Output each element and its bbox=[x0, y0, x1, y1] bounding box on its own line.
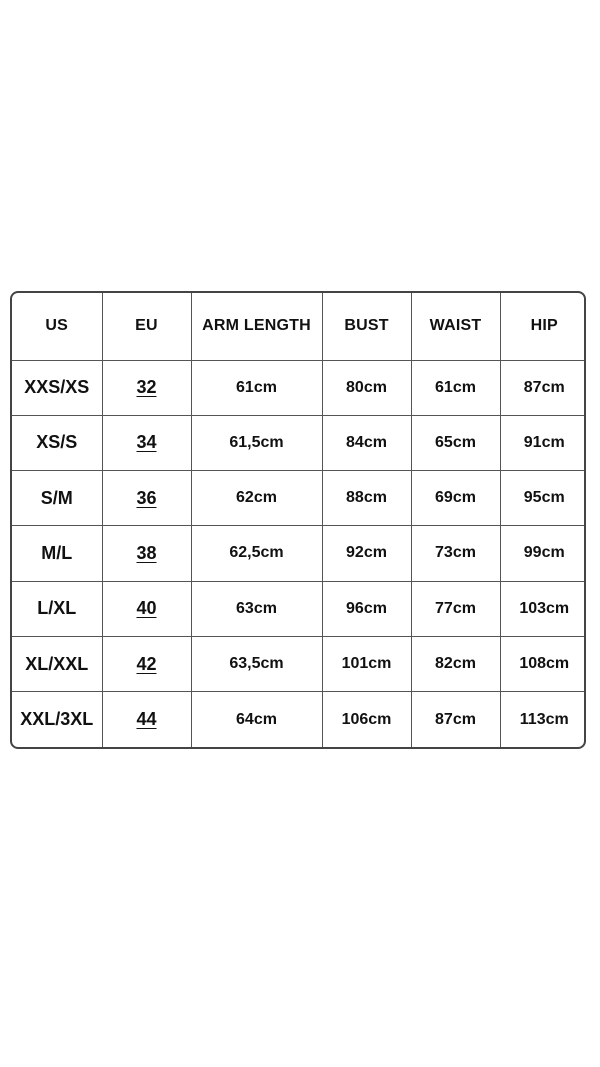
table-row bbox=[12, 471, 586, 526]
cell-waist: 87cm bbox=[411, 692, 500, 747]
table-row bbox=[12, 692, 586, 747]
cell-us: XXL/3XL bbox=[12, 692, 102, 747]
cell-hip: 113cm bbox=[500, 692, 586, 747]
cell-us: XS/S bbox=[12, 415, 102, 470]
cell-waist: 82cm bbox=[411, 636, 500, 691]
cell-us: L/XL bbox=[12, 581, 102, 636]
cell-bust: 101cm bbox=[322, 636, 411, 691]
cell-arm-length: 61cm bbox=[191, 360, 322, 415]
size-chart-table bbox=[12, 293, 586, 747]
cell-waist: 77cm bbox=[411, 581, 500, 636]
cell-arm-length: 62cm bbox=[191, 471, 322, 526]
cell-hip: 95cm bbox=[500, 471, 586, 526]
cell-bust: 106cm bbox=[322, 692, 411, 747]
eu-size-value: 32 bbox=[136, 377, 157, 398]
cell-bust: 96cm bbox=[322, 581, 411, 636]
header-arm-length: ARM LENGTH bbox=[191, 293, 322, 360]
cell-waist: 69cm bbox=[411, 471, 500, 526]
eu-size-value: 44 bbox=[136, 709, 157, 730]
cell-us: S/M bbox=[12, 471, 102, 526]
cell-arm-length: 61,5cm bbox=[191, 415, 322, 470]
header-bust: BUST bbox=[322, 293, 411, 360]
cell-bust: 88cm bbox=[322, 471, 411, 526]
cell-bust: 80cm bbox=[322, 360, 411, 415]
cell-waist: 61cm bbox=[411, 360, 500, 415]
cell-hip: 99cm bbox=[500, 526, 586, 581]
cell-bust: 84cm bbox=[322, 415, 411, 470]
eu-size-value: 42 bbox=[136, 653, 157, 674]
cell-eu bbox=[102, 415, 191, 470]
eu-size-value: 34 bbox=[136, 432, 157, 453]
eu-size-value: 40 bbox=[136, 598, 157, 619]
table-row bbox=[12, 636, 586, 691]
table-row bbox=[12, 415, 586, 470]
cell-eu bbox=[102, 581, 191, 636]
header-eu: EU bbox=[102, 293, 191, 360]
cell-us: XL/XXL bbox=[12, 636, 102, 691]
header-row bbox=[12, 293, 586, 360]
cell-eu bbox=[102, 692, 191, 747]
header-hip: HIP bbox=[500, 293, 586, 360]
cell-eu bbox=[102, 360, 191, 415]
cell-arm-length: 63,5cm bbox=[191, 636, 322, 691]
table-row bbox=[12, 526, 586, 581]
cell-hip: 91cm bbox=[500, 415, 586, 470]
cell-eu bbox=[102, 526, 191, 581]
table-row bbox=[12, 581, 586, 636]
cell-waist: 73cm bbox=[411, 526, 500, 581]
cell-arm-length: 62,5cm bbox=[191, 526, 322, 581]
table-row bbox=[12, 360, 586, 415]
cell-arm-length: 63cm bbox=[191, 581, 322, 636]
cell-us: XXS/XS bbox=[12, 360, 102, 415]
cell-eu bbox=[102, 471, 191, 526]
cell-us: M/L bbox=[12, 526, 102, 581]
cell-hip: 87cm bbox=[500, 360, 586, 415]
size-chart-frame bbox=[10, 291, 586, 749]
eu-size-value: 36 bbox=[136, 487, 157, 508]
cell-hip: 108cm bbox=[500, 636, 586, 691]
eu-size-value: 38 bbox=[136, 542, 157, 563]
header-waist: WAIST bbox=[411, 293, 500, 360]
cell-eu bbox=[102, 636, 191, 691]
cell-arm-length: 64cm bbox=[191, 692, 322, 747]
cell-bust: 92cm bbox=[322, 526, 411, 581]
header-us: US bbox=[12, 293, 102, 360]
cell-hip: 103cm bbox=[500, 581, 586, 636]
cell-waist: 65cm bbox=[411, 415, 500, 470]
